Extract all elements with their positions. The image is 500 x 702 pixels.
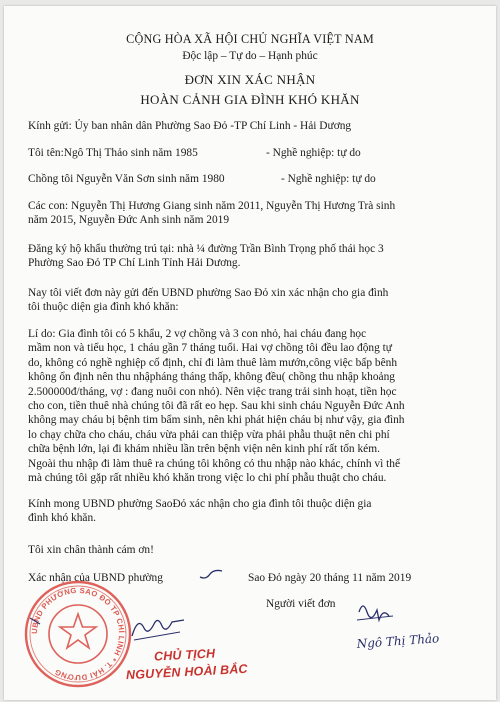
text-line: chữa bệnh lớn, lại đi khám nhiều lần trên bệnh viện nên kinh phí rất tốn kém. <box>28 443 380 456</box>
intro-paragraph <box>28 286 480 315</box>
author-line: Tôi tên:Ngô Thị Thảo sinh năm 1985 <box>28 147 198 159</box>
writer-signature <box>349 598 449 668</box>
text-line: không may cháu bị bệnh tim bẩm sinh, nên khi phát hiện cháu bị như vậy, gia đình <box>28 414 405 427</box>
reason-paragraph <box>28 327 480 485</box>
text-line: cho con, tiền thuê nhà chúng tôi đã rất eo hẹp. Sau khi sinh cháu Nguyễn Đức Anh <box>28 400 405 413</box>
motto: Độc lập – Tự do – Hạnh phúc <box>182 50 318 62</box>
text-line: mà chúng tôi gặp rất nhiều khó khăn trong việc lo chi phí phẫu thuật cho cháu. <box>28 472 387 485</box>
residence-paragraph <box>28 242 480 271</box>
text-line: lo chạy chữa cho cháu, cháu vừa phải can thiệp vừa phải phẫu thuật nên chi phí <box>28 428 390 441</box>
text-line: năm 2015, Nguyễn Đức Anh sinh năm 2019 <box>28 214 230 227</box>
text-line: không ổn định nên thu nhậpháng tháng thấp, không đều( chồng thu nhập khoảng <box>28 371 395 384</box>
text-line: 2.500000đ/tháng, vợ : đang nuôi con nhỏ). Nên việc trang trải sinh hoạt, tiền học <box>28 385 397 398</box>
writer-label: Người viết đơn <box>266 598 336 610</box>
chairman-title: CHỦ TỊCH <box>153 646 216 664</box>
husband-job: - Nghề nghiệp: tự do <box>281 173 376 185</box>
text-line: Nay tôi viết đơn này gửi đến UBND phường Sao Đỏ xin xác nhận cho gia đình <box>28 287 389 299</box>
official-stamp <box>22 578 134 690</box>
author-job: - Nghề nghiệp: tự do <box>266 147 361 159</box>
chairman-name: NGUYỄN HOÀI BẮC <box>125 661 249 683</box>
request-paragraph <box>28 497 480 526</box>
stamp-text: UBND PHƯỜNG SAO ĐỎ TP CHÍ LINH * T. HẢI DƯƠNG <box>29 585 127 683</box>
document-page <box>4 6 496 700</box>
text-line: tôi thuộc diện gia đình khó khăn: <box>28 301 179 314</box>
confirm-label: Xác nhận của UBND phường <box>28 572 163 584</box>
text-line: do, không có nghề nghiệp cố định, chỉ đi làm thuê làm mướn,công việc bấp bênh <box>28 356 398 369</box>
text-line: Phường Sao Đỏ TP Chí Linh Tỉnh Hải Dương. <box>28 257 241 270</box>
text-line: mầm non và tiểu học, 1 cháu gần 7 tháng tuổi. Hai vợ chồng tôi đều lao động tự <box>28 342 392 355</box>
text-line: Ngoài thu nhập đi làm thuê ra chúng tôi không có thu nhập nào khác, chính vì thế <box>28 457 401 470</box>
text-line: Các con: Nguyễn Thị Hương Giang sinh năm 2011, Nguyễn Thị Hương Trà sinh <box>28 200 396 212</box>
recipient-line: Kính gửi: Ủy ban nhân dân Phường Sao Đỏ -TP Chí Linh - Hải Dương <box>28 120 352 132</box>
writer-signature-name: Ngô Thị Thảo <box>356 631 440 651</box>
chairman-signature <box>124 606 194 646</box>
husband-line: Chồng tôi Nguyễn Văn Sơn sinh năm 1980 <box>28 173 225 185</box>
text-line: Đăng ký hộ khẩu thường trú tại: nhà ¼ đường Trần Bình Trọng phố thái học 3 <box>28 243 384 255</box>
text-line: Lí do: Gia đình tôi có 5 khẩu, 2 vợ chồng và 3 con nhỏ, hai cháu đang học <box>28 328 367 340</box>
title-line-1: ĐƠN XIN XÁC NHẬN <box>184 72 316 87</box>
title-line-2: HOÀN CẢNH GIA ĐÌNH KHÓ KHĂN <box>140 92 360 107</box>
date-line: Sao Đỏ ngày 20 tháng 11 năm 2019 <box>248 572 412 584</box>
nation-heading: CỘNG HÒA XÃ HỘI CHỦ NGHĨA VIỆT NAM <box>126 32 374 46</box>
checkmark-icon <box>198 568 224 582</box>
thanks-line: Tôi xin chân thành cám ơn! <box>28 544 154 556</box>
text-line: đình khó khăn. <box>28 512 97 525</box>
text-line: Kính mong UBND phường SaoĐỏ xác nhận cho gia đình tôi thuộc diện gia <box>28 498 372 510</box>
children-paragraph <box>28 199 480 228</box>
